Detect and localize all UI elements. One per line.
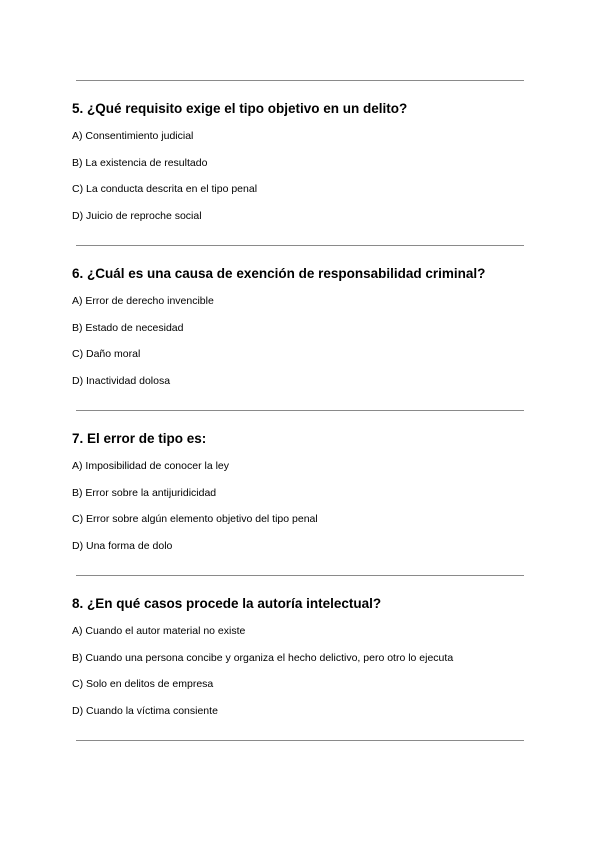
question-title: 6. ¿Cuál es una causa de exención de responsabilidad criminal? [72, 266, 486, 281]
answer-options [72, 625, 542, 718]
question-5 [72, 101, 542, 236]
answer-option-d: D) Cuando la víctima consiente [72, 704, 218, 717]
answer-option-a: A) Consentimiento judicial [72, 130, 194, 142]
divider-line [76, 80, 524, 81]
answer-option-b: B) Cuando una persona concibe y organiza el hecho delictivo, pero otro lo ejecuta [72, 651, 454, 664]
answer-option-c: C) La conducta descrita en el tipo penal [72, 183, 258, 195]
answer-option-d: D) Inactividad dolosa [72, 374, 171, 387]
question-8 [72, 596, 542, 731]
question-title: 7. El error de tipo es: [72, 431, 207, 446]
answer-option-a: A) Imposibilidad de conocer la ley [72, 460, 229, 472]
answer-option-b: B) Error sobre la antijuridicidad [72, 486, 217, 499]
answer-option-d: D) Juicio de reproche social [72, 209, 202, 222]
answer-options [72, 295, 542, 388]
answer-option-a: A) Error de derecho invencible [72, 295, 214, 307]
answer-option-c: C) Error sobre algún elemento objetivo del tipo penal [72, 513, 318, 525]
divider-line [76, 245, 524, 246]
answer-options [72, 130, 542, 223]
answer-option-a: A) Cuando el autor material no existe [72, 625, 246, 637]
divider-line [76, 575, 524, 576]
question-title: 5. ¿Qué requisito exige el tipo objetivo en un delito? [72, 101, 408, 116]
answer-option-b: B) La existencia de resultado [72, 156, 208, 169]
question-7 [72, 431, 542, 566]
answer-options [72, 460, 542, 553]
divider-line [76, 740, 524, 741]
answer-option-c: C) Daño moral [72, 348, 141, 360]
question-title: 8. ¿En qué casos procede la autoría intelectual? [72, 596, 382, 611]
answer-option-d: D) Una forma de dolo [72, 539, 173, 552]
answer-option-b: B) Estado de necesidad [72, 321, 184, 334]
question-6 [72, 266, 542, 401]
answer-option-c: C) Solo en delitos de empresa [72, 678, 214, 690]
divider-line [76, 410, 524, 411]
